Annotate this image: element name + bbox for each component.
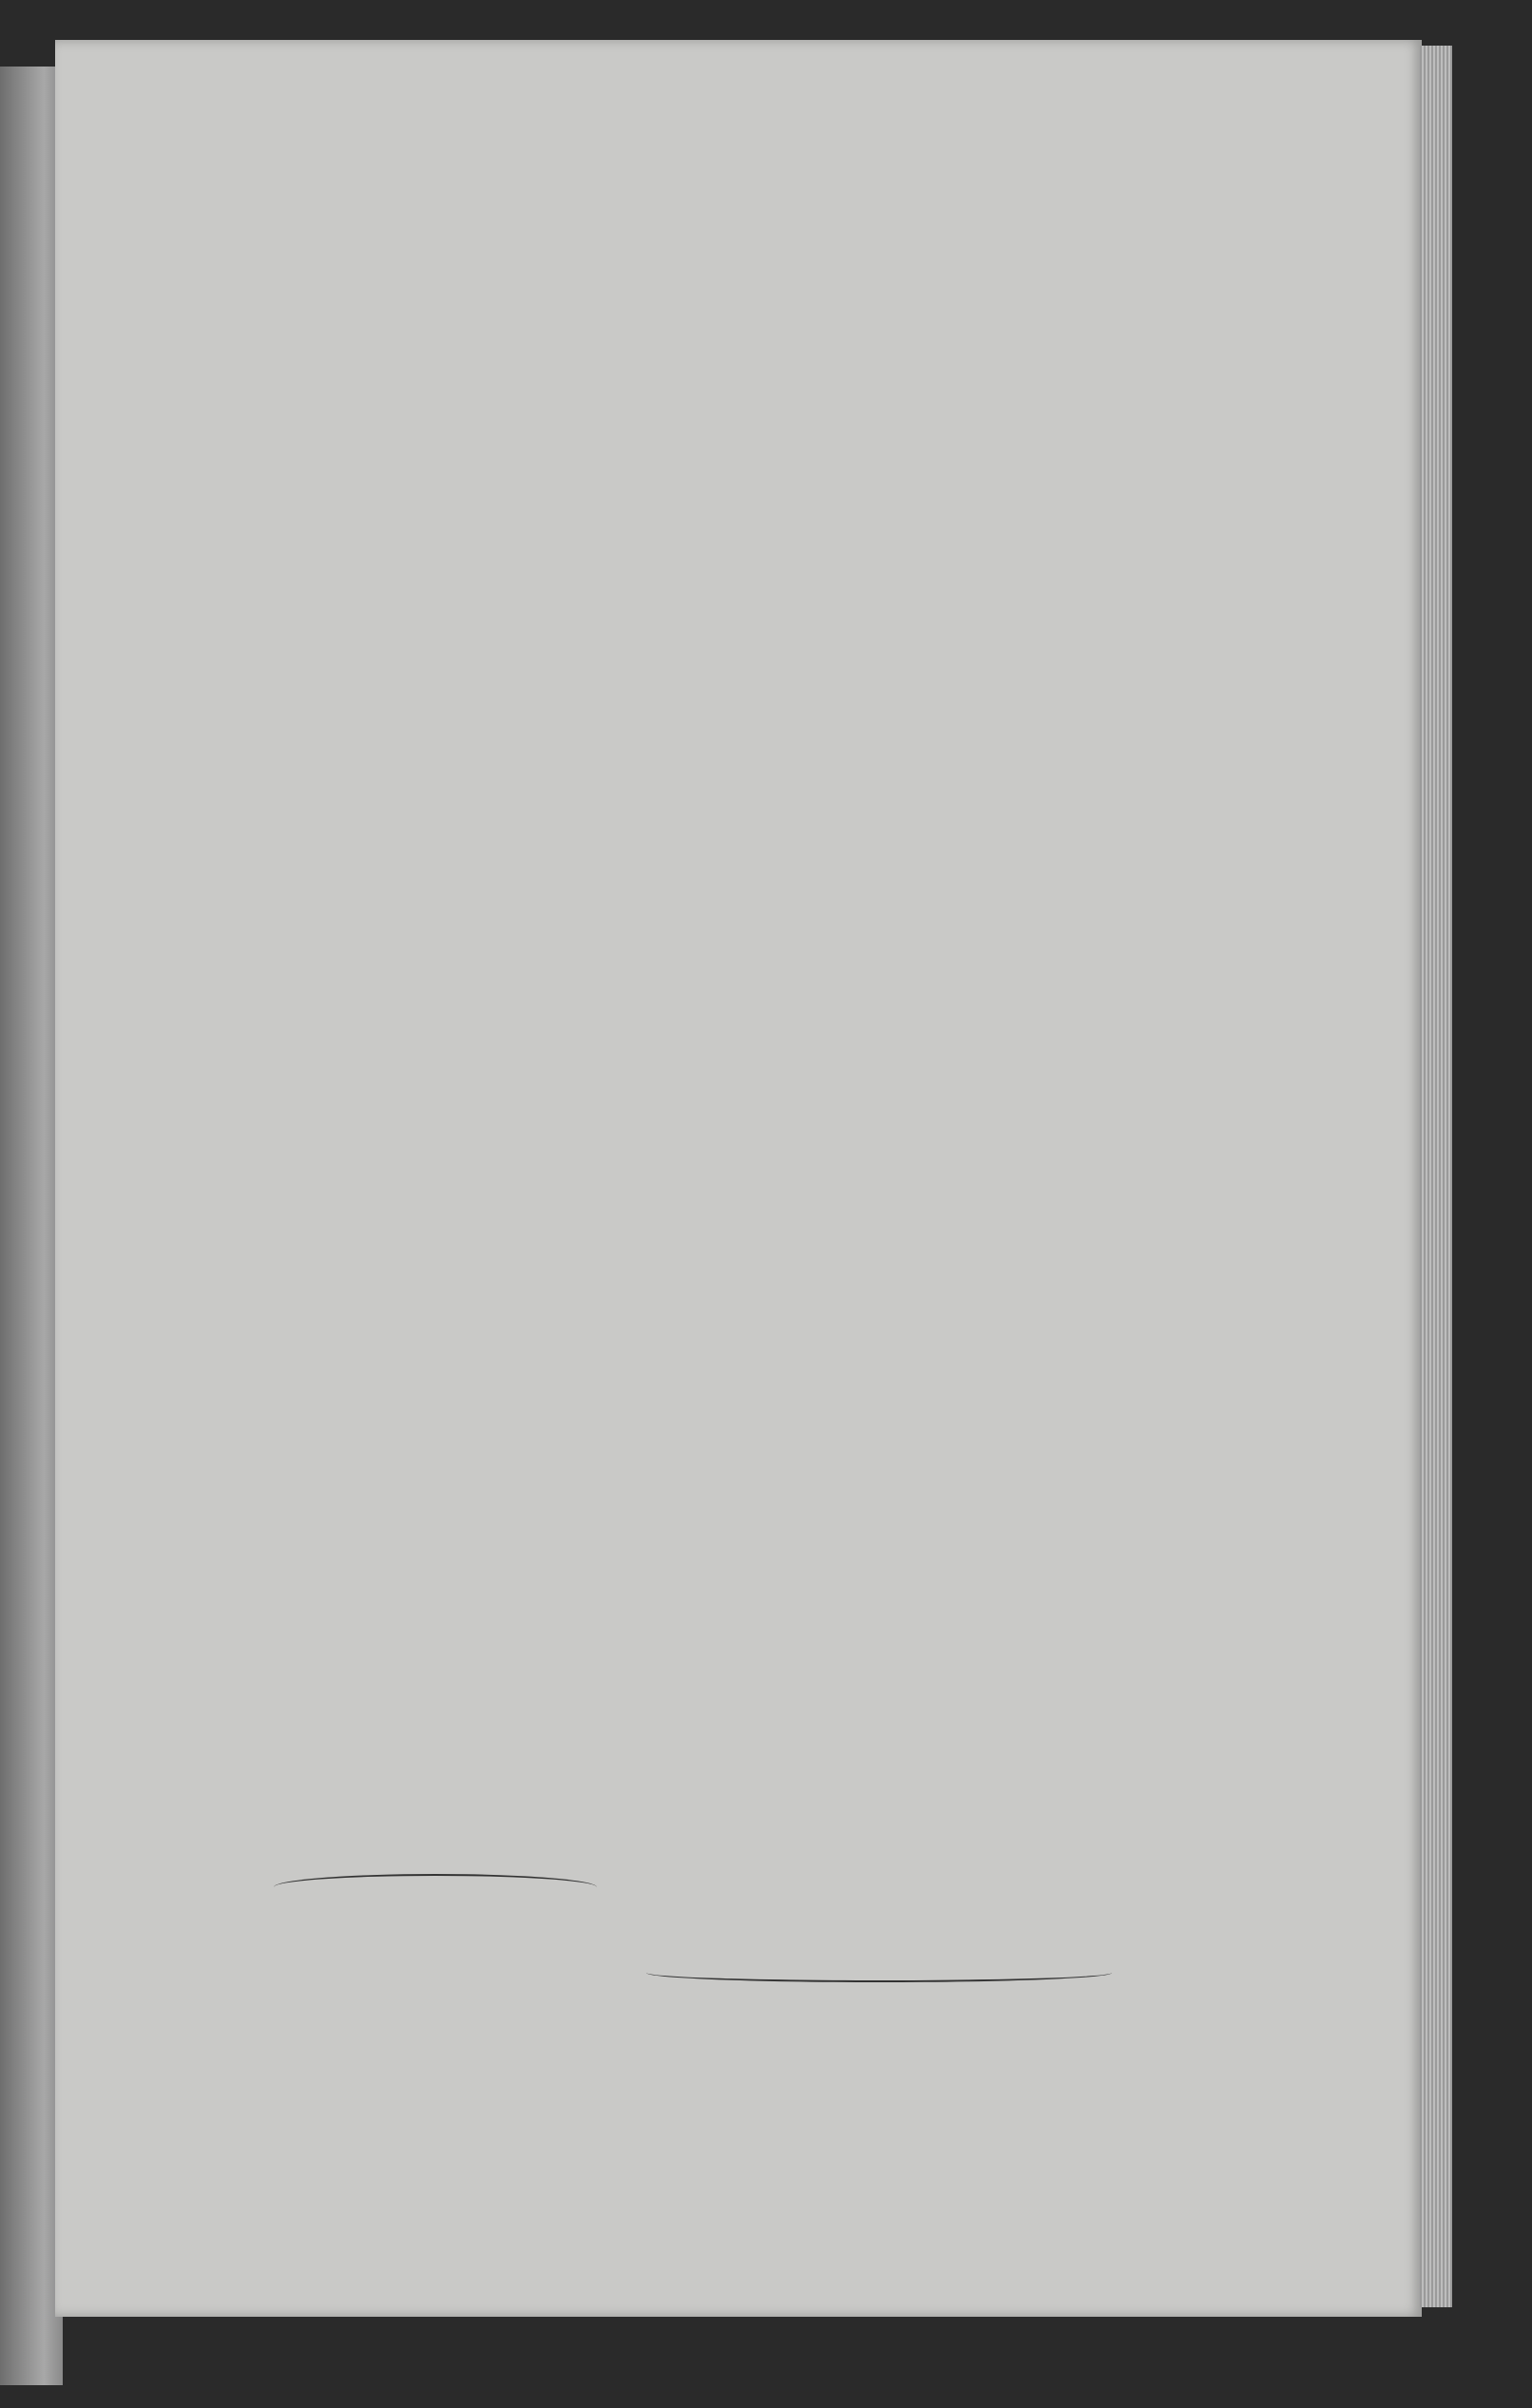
left-page-edge [0, 67, 63, 2385]
intro-text [133, 953, 152, 980]
company-intro [133, 955, 1216, 979]
page-stack-edges [1420, 46, 1452, 2307]
